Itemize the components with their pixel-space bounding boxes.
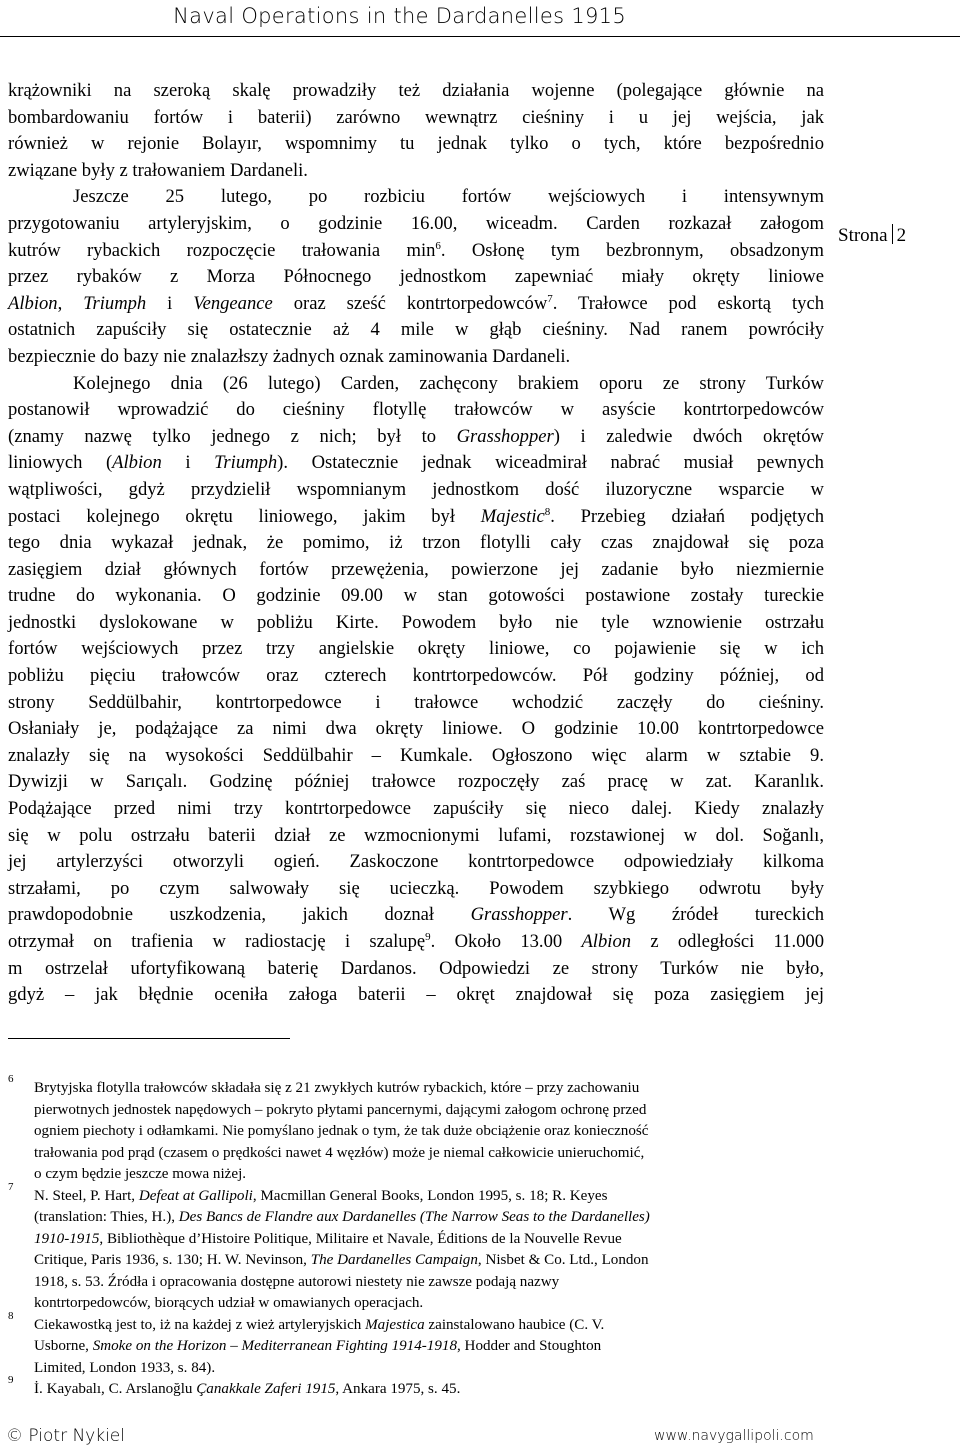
paragraph-line: [8, 690, 824, 717]
text-segment: . Wg źródeł tureckich: [567, 904, 824, 926]
footnote-line: [34, 1143, 824, 1165]
text-line: [8, 904, 824, 925]
text-segment: Kolejnego dnia (26 lutego) Carden, zachęcony brakiem oporu ze strony Turków: [73, 372, 824, 394]
footnote-number: 6: [8, 1073, 14, 1085]
paragraph-line: [8, 450, 824, 477]
text-line: [34, 1102, 646, 1118]
text-segment: tego dnia wykazał jednak, że pomimo, iż trzon flotylli cały czas znajdował się poza: [8, 532, 824, 554]
paragraph-line: [8, 477, 824, 504]
text-segment: pobliżu pięciu trałowców oraz czterech kontrtorpedowców. Pół godziny później, od: [8, 665, 824, 687]
paragraph-line: [8, 743, 824, 770]
text-segment: fortów wejściowych przez trzy angielskie okręty liniowe, co pojawienie się w ich: [8, 638, 824, 660]
text-line: [34, 1338, 601, 1354]
italic-text: Grasshopper: [456, 425, 554, 447]
text-segment: jej artylerzyści otworzyli ogień. Zaskoczone kontrtorpedowce odpowiedziały kilkoma: [8, 851, 824, 873]
footnote-line: [34, 1229, 824, 1251]
text-segment: trudne do wykonania. O godzinie 09.00 w stan gotowości postawione zostały tureckie: [8, 585, 824, 607]
italic-text: Majestica: [365, 1316, 425, 1333]
text-line: [34, 1145, 644, 1161]
text-segment: bombardowaniu fortów i baterii) zarówno wewnątrz cieśniny i u jej wejścia, jak: [8, 106, 824, 128]
paragraph-line: [8, 530, 824, 557]
footnote-line: [34, 1315, 824, 1337]
text-segment: znalazły się na wysokości Seddülbahir – Kumkale. Ogłoszono więc alarm w sztabie 9.: [8, 744, 824, 766]
text-line: [8, 107, 824, 128]
text-segment: Dywizji w Sarıçalı. Godzinę później trałowce rozpoczęły zaś pracę w zat. Karanlık.: [8, 771, 824, 793]
italic-text: Smoke on the Horizon – Mediterranean Fighting 1914-1918: [92, 1338, 457, 1354]
italic-text: Albion: [581, 931, 632, 952]
text-segment: , Hodder and Stoughton: [457, 1338, 602, 1354]
text-line: [8, 266, 824, 287]
footnote-line: [34, 1207, 824, 1229]
footer-author: © Piotr Nykiel: [6, 1426, 125, 1446]
text-segment: ostatnich zapuściły się ostatecznie aż 4 mile w głąb cieśniny. Nad ranem powróciły: [8, 319, 824, 341]
text-segment: , Nisbet & Co. Ltd., London: [477, 1252, 649, 1268]
text-segment: i: [146, 292, 194, 314]
text-line: [8, 240, 824, 261]
italic-text: Grasshopper: [470, 904, 568, 926]
italic-text: Des Bancs de Flandre aux Dardanelles (The Narrow Seas to the Dardanelles): [178, 1209, 650, 1225]
paragraph-line: [8, 583, 824, 610]
text-segment: Osłaniały je, podążające za nimi dwa okręty liniowe. O godzinie 10.00 kontrtorpedowce: [8, 718, 824, 740]
page-label-prefix: Strona: [838, 225, 888, 246]
text-line: [8, 452, 824, 473]
paragraph-line: [8, 876, 824, 903]
text-segment: . Trałowce pod eskortą tych: [552, 292, 824, 314]
paragraph-line: [8, 636, 824, 663]
footnote: [8, 1374, 824, 1401]
text-segment: o czym będzie jeszcze mowa niżej.: [34, 1166, 247, 1182]
text-segment: przez rybaków z Morza Północnego jednostkom zapewniać miały okręty liniowe: [8, 266, 824, 288]
footer-website: www.navygallipoli.com: [654, 1428, 814, 1444]
text-segment: postanowił wprowadzić do cieśniny flotyllę trałowców w asyście kontrtorpedowców: [8, 399, 824, 421]
text-line: [8, 426, 824, 447]
header-divider: [0, 36, 960, 37]
text-line: [8, 399, 824, 420]
page-number-label: [838, 224, 906, 247]
footnote-line: [34, 1379, 824, 1401]
text-segment: Jeszcze 25 lutego, po rozbiciu fortów wejściowych i intensywnym: [73, 186, 824, 208]
footnote-number: 9: [8, 1374, 14, 1386]
paragraph-line: [8, 504, 824, 531]
italic-text: Majestic: [480, 505, 545, 527]
paragraph-line: [8, 131, 824, 158]
text-line: [8, 532, 824, 553]
text-line: [34, 1123, 648, 1139]
footnote-line: [34, 1164, 824, 1186]
text-line: [34, 1274, 559, 1290]
text-segment: Critique, Paris 1936, s. 130; H. W. Nevinson,: [34, 1252, 311, 1268]
italic-text: Defeat at Gallipoli: [138, 1187, 253, 1204]
text-line: [8, 692, 824, 713]
text-segment: się w polu ostrzału baterii dział ze wzmocnionymi lufami, rozstawionej w dol. Soğanlı,: [8, 824, 824, 846]
text-segment: ). Ostatecznie jednak wiceadmirał nabrać musiał pewnych: [277, 452, 824, 474]
text-segment: ,: [57, 292, 84, 314]
paragraph-line: [8, 397, 824, 424]
text-segment: İ. Kayabalı, C. Arslanoğlu: [34, 1381, 197, 1397]
text-line: [8, 771, 824, 792]
text-line: [34, 1080, 639, 1096]
text-segment: również w rejonie Bolayır, wspomnimy tu jednak tylko o tych, które bezpośrednio: [8, 133, 824, 155]
text-segment: , Bibliothèque d’Histoire Politique, Militaire et Navale, Éditions de la Nouvelle Revue: [99, 1230, 622, 1247]
paragraph-line: [8, 982, 824, 1009]
text-line: [8, 665, 824, 686]
text-segment: trałowania pod prąd (czasem o prędkości nawet 4 węzłów) może je niemal całkowicie unieruchomić,: [34, 1144, 645, 1161]
text-line: [34, 1231, 622, 1247]
text-segment: otrzymał on trafienia w radiostację i szalupę: [8, 931, 426, 952]
paragraph-line: [8, 264, 824, 291]
text-segment: m ostrzelał ufortyfikowaną baterię Dardanos. Odpowiedzi ze strony Turków nie było,: [8, 957, 824, 979]
footnote-number: 7: [8, 1180, 14, 1193]
text-segment: i: [161, 452, 215, 474]
text-segment: Podążające przed nimi trzy kontrtorpedowce zapuściły się nieco dalej. Kiedy znalazły: [8, 798, 824, 820]
text-segment: prawdopodobnie uszkodzenia, jakich doznał: [8, 904, 471, 926]
footnotes: [8, 1073, 824, 1401]
footnote-line: [34, 1100, 824, 1122]
text-line: [8, 851, 824, 872]
text-segment: . Przebieg działań podjętych: [550, 505, 825, 527]
footnote-reference: 6: [435, 239, 441, 252]
text-segment: jednostki dyslokowane w pobliżu Kirte. Powodem było nie tyle wznowienie ostrzału: [8, 611, 824, 633]
text-segment: postaci kolejnego okrętu liniowego, jakim był: [8, 505, 481, 527]
text-segment: . Osłonę tym bezbronnym, obsadzonym: [440, 239, 824, 261]
text-line: [8, 506, 824, 527]
footnote-line: [34, 1250, 824, 1272]
text-line: [8, 319, 824, 340]
paragraph-line: [8, 238, 824, 265]
italic-text: 1910-1915: [34, 1230, 100, 1247]
footnote-line: [34, 1272, 824, 1294]
text-line: [8, 745, 824, 766]
main-text-body: [8, 78, 824, 1009]
paragraph-line: [8, 610, 824, 637]
paragraph-line: [8, 796, 824, 823]
paragraph-line: [8, 291, 824, 318]
footnote-reference: 9: [425, 930, 431, 943]
page-number: 2: [896, 225, 907, 246]
text-segment: liniowych (: [8, 452, 113, 474]
footnote-reference: 7: [547, 292, 553, 305]
text-segment: bezpiecznie do bazy nie znalazłszy żadnych oznak zaminowania Dardaneli.: [8, 345, 571, 367]
footnote-reference: 8: [544, 505, 551, 518]
text-line: [34, 1209, 650, 1225]
text-line: [8, 718, 824, 739]
text-segment: oraz sześć kontrtorpedowców: [272, 292, 548, 314]
text-segment: (znamy nazwę tylko jednego z nich; był to: [8, 425, 457, 447]
paragraph-line: [8, 716, 824, 743]
text-segment: . Około 13.00: [430, 931, 582, 952]
paragraph-line: [8, 317, 824, 344]
text-segment: 1918, s. 53. Źródła i opracowania dostępne autorowi niestety nie zawsze podają nazwy: [34, 1273, 560, 1290]
text-line: [8, 80, 824, 101]
text-line: [8, 825, 824, 846]
footnote-line: [34, 1293, 824, 1315]
text-line: [34, 1295, 423, 1311]
footnote-line: [34, 1121, 824, 1143]
paragraph-line: [8, 849, 824, 876]
paragraph-line: [8, 956, 824, 983]
text-line: [8, 878, 824, 899]
text-line: [34, 1360, 215, 1376]
text-segment: (translation: Thies, H.),: [34, 1209, 179, 1225]
paragraph-line: [8, 78, 824, 105]
text-line: [73, 373, 824, 394]
text-line: [34, 1317, 604, 1333]
text-line: [8, 931, 824, 952]
text-line: [8, 958, 824, 979]
text-segment: zasięgiem dział głównych fortów przewężenia, powierzone jej zadanie było niezmiernie: [8, 558, 824, 580]
italic-text: Albion: [112, 452, 162, 474]
text-segment: gdyż – jak błędnie oceniła załoga baterii – okręt znajdował się poza zasięgiem jej: [8, 984, 824, 1006]
text-line: [73, 186, 824, 207]
text-segment: , Ankara 1975, s. 45.: [335, 1381, 461, 1397]
text-line: [34, 1381, 460, 1397]
text-segment: ogniem piechoty i odłamkami. Nie pomyślano jednak o tym, że tak duże obciążenie oraz konieczność: [34, 1123, 649, 1139]
footnote-divider: [8, 1038, 290, 1039]
text-segment: kontrtorpedowców, biorących udział w omawianych operacjach.: [34, 1295, 424, 1311]
paragraph-line: [8, 823, 824, 850]
footnote-line: [34, 1358, 824, 1380]
text-line: [8, 133, 824, 154]
footnote-line: [34, 1186, 824, 1208]
text-segment: N. Steel, P. Hart,: [34, 1187, 139, 1204]
italic-text: Albion: [8, 292, 58, 314]
text-line: [8, 585, 824, 606]
text-line: [8, 160, 308, 181]
paragraph-line: [8, 902, 824, 929]
paragraph-line: [8, 557, 824, 584]
italic-text: The Dardanelles Campaign: [310, 1252, 478, 1268]
text-segment: ) i zaledwie dwóch okrętów: [553, 425, 824, 447]
paragraph-line: [8, 344, 824, 371]
text-segment: , Macmillan General Books, London 1995, s. 18; R. Keyes: [252, 1187, 608, 1204]
italic-text: Triumph: [214, 452, 278, 474]
text-segment: pierwotnych jednostek napędowych – pokryto płytami pancernymi, dającymi załogom ochronę przed: [34, 1101, 647, 1118]
paragraph-line: [8, 769, 824, 796]
text-segment: z odległości 11.000: [631, 931, 824, 952]
text-segment: przygotowaniu artyleryjskim, o godzinie 16.00, wiceadm. Carden rozkazał załogom: [8, 212, 824, 234]
text-segment: Usborne,: [34, 1338, 93, 1354]
text-segment: krążowniki na szeroką skalę prowadziły też działania wojenne (polegające głównie na: [8, 80, 824, 101]
footnote: [8, 1309, 824, 1380]
paragraph-line: [8, 663, 824, 690]
paragraph-line: [8, 158, 824, 185]
text-line: [8, 293, 824, 314]
footnote-line: [34, 1336, 824, 1358]
text-segment: zainstalowano haubice (C. V.: [424, 1316, 605, 1333]
text-segment: strzałami, po czym salwowały się ucieczką. Powodem szybkiego odwrotu były: [8, 877, 824, 899]
text-line: [8, 213, 824, 234]
text-segment: strony Seddülbahir, kontrtorpedowce i trałowce wchodzić zaczęły do cieśniny.: [8, 691, 824, 713]
text-line: [8, 612, 824, 633]
footnote: [8, 1180, 824, 1315]
text-line: [8, 798, 824, 819]
paragraph-line: [8, 929, 824, 956]
footnote-number: 8: [8, 1309, 14, 1322]
paragraph-line: [8, 371, 824, 398]
text-line: [34, 1252, 649, 1268]
text-line: [8, 638, 824, 659]
text-line: [34, 1188, 608, 1204]
text-line: [8, 346, 570, 367]
footnote-line: [34, 1078, 824, 1100]
text-segment: Ciekawostką jest to, iż na każdej z wież artyleryjskich: [34, 1316, 366, 1333]
text-segment: kutrów rybackich rozpoczęcie trałowania min: [8, 239, 436, 261]
footnote: [8, 1073, 824, 1186]
paragraph-line: [8, 424, 824, 451]
running-header-title: Naval Operations in the Dardanelles 1915: [173, 4, 626, 28]
paragraph-line: [8, 105, 824, 132]
page-label-separator: [892, 224, 893, 244]
italic-text: Çanakkale Zaferi 1915: [196, 1381, 336, 1397]
paragraph-line: [8, 184, 824, 211]
italic-text: Vengeance: [193, 292, 273, 314]
text-line: [34, 1166, 246, 1182]
text-line: [8, 984, 824, 1005]
text-line: [8, 479, 824, 500]
text-line: [8, 559, 824, 580]
text-segment: związane były z trałowaniem Dardaneli.: [8, 159, 308, 181]
text-segment: Limited, London 1933, s. 84).: [34, 1359, 216, 1376]
italic-text: Triumph: [83, 292, 147, 314]
text-segment: wątpliwości, gdyż przydzielił wspomnianym jednostkom dość iluzoryczne wsparcie w: [8, 478, 824, 500]
paragraph-line: [8, 211, 824, 238]
text-segment: Brytyjska flotylla trałowców składała się z 21 zwykłych kutrów rybackich, które – przy zachowaniu: [34, 1080, 640, 1096]
